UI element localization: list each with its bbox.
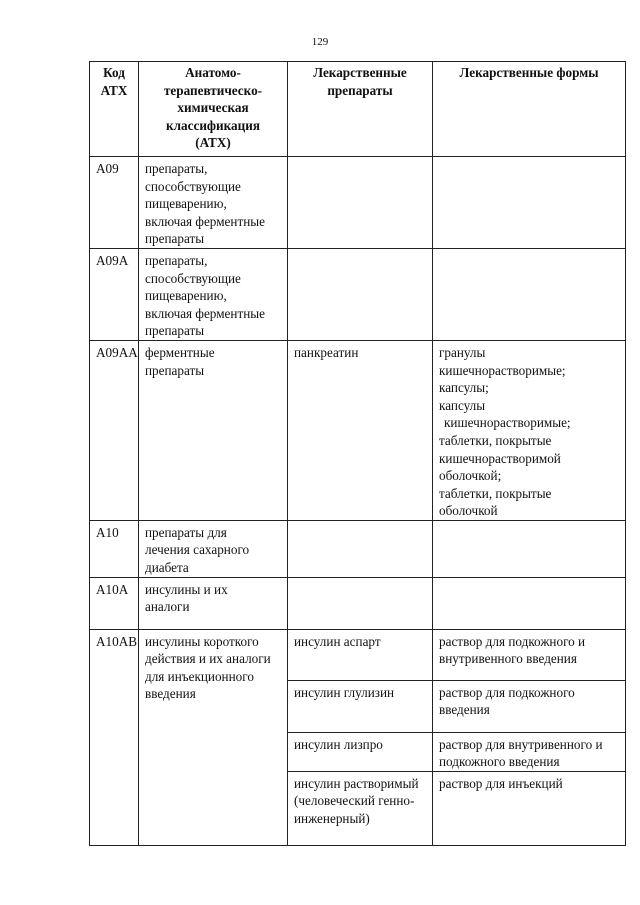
table-row: [90, 248, 626, 340]
cell-drug: инсулин аспарт: [288, 629, 433, 680]
header-classification: Анатомо- терапевтическо- химическая классификация (АТХ): [139, 62, 288, 157]
table-header-row: [90, 62, 626, 157]
table-row: [90, 629, 626, 680]
header-forms: Лекарственные формы: [433, 62, 626, 157]
cell-drug: инсулин растворимый (человеческий генно- инженерный): [288, 771, 433, 845]
cell-drug: панкреатин: [288, 340, 433, 520]
table-row: [90, 340, 626, 520]
table-row: [90, 520, 626, 577]
cell-code: А10АВ: [90, 629, 139, 845]
cell-classification: препараты, способствующие пищеварению, включая ферментные препараты: [139, 157, 288, 249]
cell-classification: ферментные препараты: [139, 340, 288, 520]
cell-code: А09А: [90, 248, 139, 340]
cell-drug: инсулин глулизин: [288, 680, 433, 732]
cell-code: А10: [90, 520, 139, 577]
table-row: [90, 577, 626, 629]
cell-drug: [288, 248, 433, 340]
cell-forms: раствор для инъекций: [433, 771, 626, 845]
cell-drug: [288, 577, 433, 629]
header-drugs: Лекарственные препараты: [288, 62, 433, 157]
cell-forms: [433, 157, 626, 249]
cell-code: А09: [90, 157, 139, 249]
page-number: 129: [311, 36, 329, 48]
cell-classification: инсулины и их аналоги: [139, 577, 288, 629]
cell-forms: гранулы кишечнорастворимые; капсулы; капсулы кишечнорастворимые; таблетки, покрытые кишечнорастворимой оболочкой; таблетки, покрытые оболочкой: [433, 340, 626, 520]
cell-forms: раствор для подкожного и внутривенного введения: [433, 629, 626, 680]
cell-forms: [433, 577, 626, 629]
atc-table: [89, 61, 626, 846]
header-code: Код АТХ: [90, 62, 139, 157]
cell-code: А10А: [90, 577, 139, 629]
cell-forms: раствор для внутривенного и подкожного введения: [433, 732, 626, 771]
cell-classification: инсулины короткого действия и их аналоги для инъекционного введения: [139, 629, 288, 845]
cell-classification: препараты для лечения сахарного диабета: [139, 520, 288, 577]
table-row: [90, 157, 626, 249]
cell-classification: препараты, способствующие пищеварению, включая ферментные препараты: [139, 248, 288, 340]
cell-forms: [433, 248, 626, 340]
cell-code: А09АА: [90, 340, 139, 520]
cell-drug: [288, 520, 433, 577]
cell-drug: [288, 157, 433, 249]
cell-forms: раствор для подкожного введения: [433, 680, 626, 732]
cell-drug: инсулин лизпро: [288, 732, 433, 771]
cell-forms: [433, 520, 626, 577]
